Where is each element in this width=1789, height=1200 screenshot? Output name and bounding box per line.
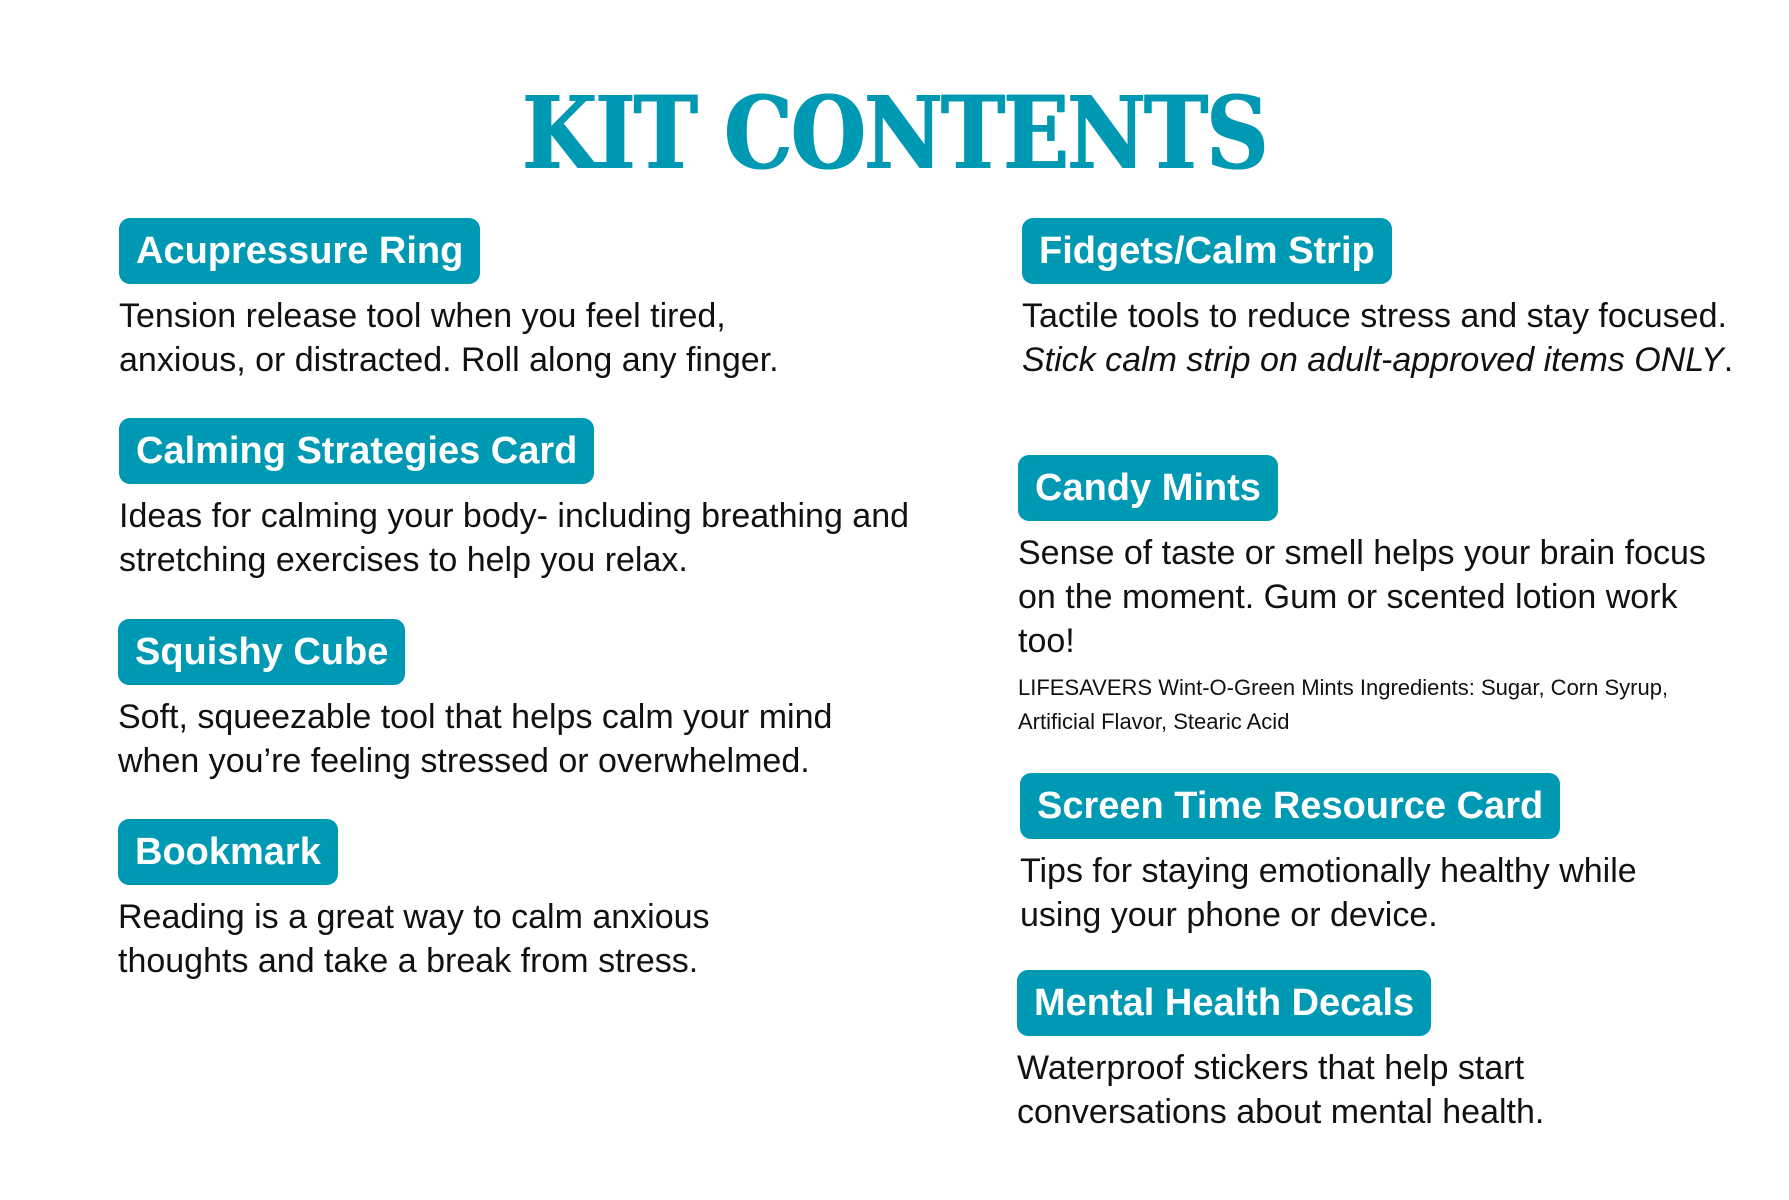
item-label: Mental Health Decals: [1017, 970, 1431, 1036]
kit-item-candy-mints: [1018, 455, 1708, 739]
kit-item-acupressure-ring: [119, 218, 819, 382]
item-description: Reading is a great way to calm anxious thoughts and take a break from stress.: [118, 898, 710, 980]
kit-item-screen-time-resource-card: [1020, 773, 1660, 937]
item-description: Tension release tool when you feel tired, anxious, or distracted. Roll along any finger.: [119, 297, 779, 379]
kit-item-bookmark: [118, 819, 798, 983]
item-label: Acupressure Ring: [119, 218, 480, 284]
item-description: Ideas for calming your body- including breathing and stretching exercises to help you relax.: [119, 497, 910, 579]
item-label: Squishy Cube: [118, 619, 405, 685]
item-description: Waterproof stickers that help start conversations about mental health.: [1017, 1049, 1545, 1131]
kit-item-squishy-cube: [118, 619, 918, 783]
description-end: .: [1723, 341, 1734, 379]
ingredients-note: LIFESAVERS Wint-O-Green Mints Ingredients: Sugar, Corn Syrup, Artificial Flavor, Stearic Acid: [1018, 675, 1669, 734]
item-label: Screen Time Resource Card: [1020, 773, 1560, 839]
kit-item-calming-strategies-card: [119, 418, 939, 582]
page-title: KIT CONTENTS: [522, 74, 1267, 192]
description-italic-note: Stick calm strip on adult-approved items ONLY: [1022, 341, 1724, 379]
item-label: Candy Mints: [1018, 455, 1278, 521]
item-description: Soft, squeezable tool that helps calm your mind when you’re feeling stressed or overwhelmed.: [118, 698, 833, 780]
item-description: Sense of taste or smell helps your brain focus on the moment. Gum or scented lotion work too!: [1018, 534, 1706, 660]
kit-item-fidgets-calm-strip: [1022, 218, 1742, 382]
item-description: [1022, 294, 1742, 382]
item-label: Bookmark: [118, 819, 338, 885]
kit-item-mental-health-decals: [1017, 970, 1657, 1134]
item-description: Tips for staying emotionally healthy while using your phone or device.: [1020, 852, 1637, 934]
description-text: Tactile tools to reduce stress and stay focused.: [1022, 297, 1727, 335]
item-label: Fidgets/Calm Strip: [1022, 218, 1392, 284]
item-label: Calming Strategies Card: [119, 418, 594, 484]
